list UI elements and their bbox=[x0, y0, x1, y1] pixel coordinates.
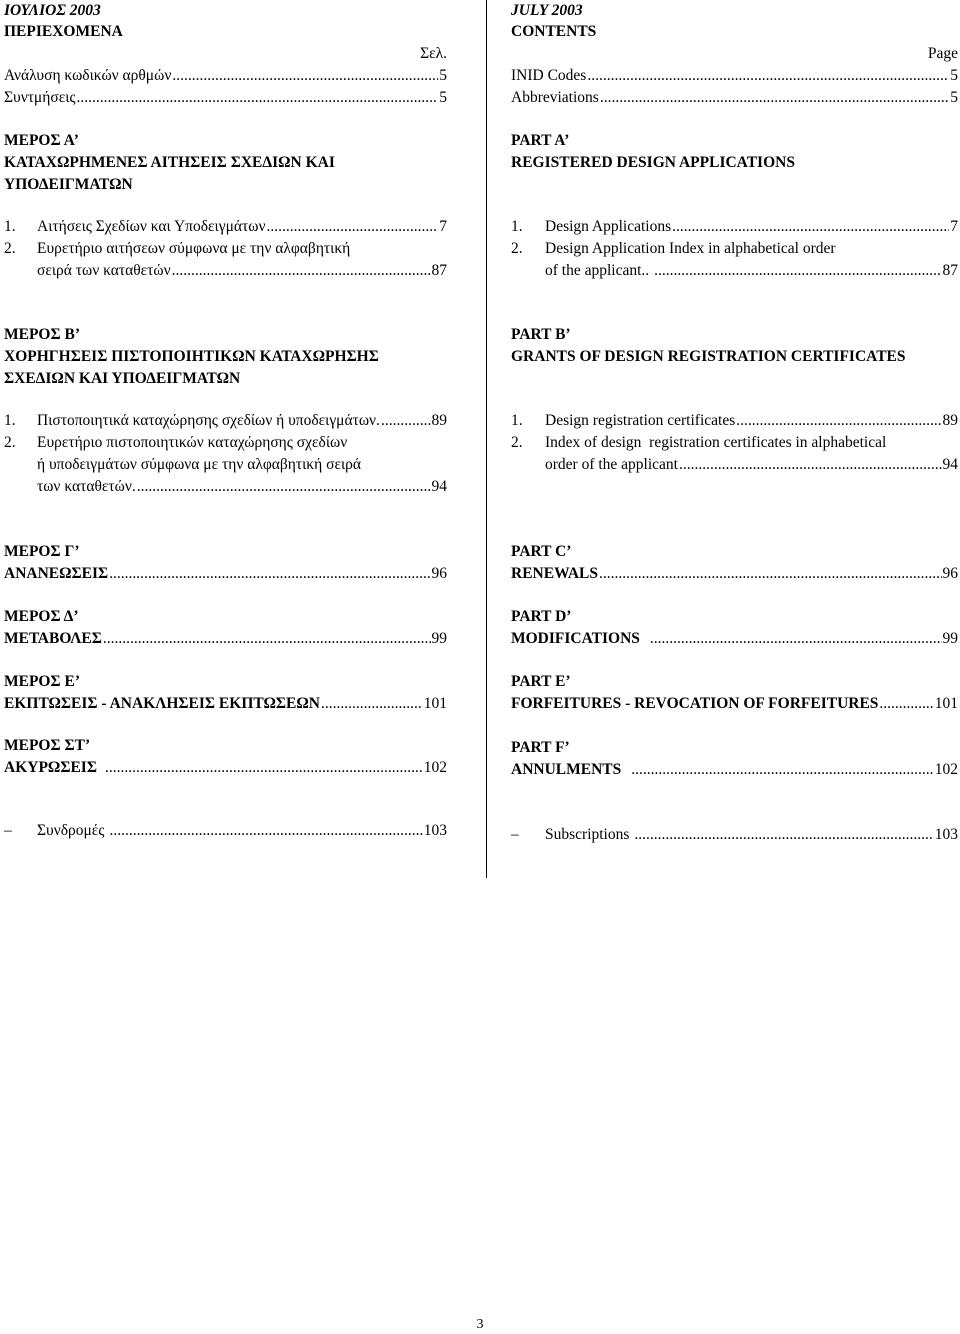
english-page-label: Page bbox=[927, 45, 958, 62]
greek-part-f-heading: ΜΕΡΟΣ ΣΤ’ bbox=[4, 737, 91, 754]
toc-page: 7 bbox=[439, 218, 447, 235]
greek-toc-part-b-item-1[interactable] bbox=[4, 410, 447, 432]
toc-label: ΕΚΠΤΩΣΕΙΣ - ΑΝΑΚΛΗΣΕΙΣ ΕΚΠΤΩΣΕΩΝ bbox=[4, 695, 320, 712]
greek-toc-part-a-item-1[interactable] bbox=[4, 216, 447, 238]
english-toc-part-b-item-1[interactable] bbox=[511, 410, 958, 432]
english-part-e-heading: PART E’ bbox=[511, 673, 571, 690]
toc-label: ANNULMENTS bbox=[511, 761, 622, 778]
greek-subscriptions-dash: – bbox=[4, 822, 12, 839]
greek-part-a-title-2: ΥΠΟΔΕΙΓΜΑΤΩΝ bbox=[4, 176, 133, 193]
english-part-a-heading: PART A’ bbox=[511, 132, 570, 149]
english-toc-part-f[interactable] bbox=[511, 759, 958, 781]
toc-label: INID Codes bbox=[511, 67, 587, 84]
english-part-d-heading: PART D’ bbox=[511, 608, 572, 625]
toc-num: 1. bbox=[511, 218, 523, 235]
greek-toc-abbreviations[interactable] bbox=[4, 87, 447, 109]
greek-part-a-heading: ΜΕΡΟΣ Α’ bbox=[4, 132, 79, 149]
toc-label: ΑΝΑΝΕΩΣΕΙΣ bbox=[4, 565, 109, 582]
toc-page: 99 bbox=[431, 630, 447, 647]
greek-toc-subscriptions[interactable] bbox=[37, 820, 447, 842]
english-toc-part-a-item-2-line-1[interactable] bbox=[511, 238, 958, 260]
toc-page: 7 bbox=[950, 218, 958, 235]
toc-label: Ευρετήριο αιτήσεων σύμφωνα με την αλφαβητική bbox=[37, 240, 351, 257]
toc-label: Abbreviations bbox=[511, 89, 599, 106]
greek-part-d-heading: ΜΕΡΟΣ Δ’ bbox=[4, 608, 79, 625]
toc-label: of the applicant.. bbox=[545, 262, 650, 279]
toc-label: Design Applications bbox=[545, 218, 672, 235]
toc-num: 1. bbox=[4, 412, 16, 429]
toc-page: 94 bbox=[942, 456, 958, 473]
greek-part-b-title-1: ΧΟΡΗΓΗΣΕΙΣ ΠΙΣΤΟΠΟΙΗΤΙΚΩΝ ΚΑΤΑΧΩΡΗΣΗΣ bbox=[4, 348, 379, 365]
toc-page: 5 bbox=[950, 67, 958, 84]
english-toc-part-e[interactable] bbox=[511, 693, 958, 715]
toc-label: Συνδρομές bbox=[37, 822, 105, 839]
english-toc-subscriptions[interactable] bbox=[545, 824, 958, 846]
toc-num: 2. bbox=[511, 240, 523, 257]
toc-page: 102 bbox=[934, 761, 958, 778]
english-part-c-heading: PART C’ bbox=[511, 543, 572, 560]
greek-toc-part-f[interactable] bbox=[4, 757, 447, 779]
toc-label: σειρά των καταθετών bbox=[37, 262, 171, 279]
greek-toc-part-b-item-2-line-1[interactable] bbox=[4, 432, 447, 454]
column-divider bbox=[486, 0, 487, 878]
greek-toc-part-a-item-2-line-1[interactable] bbox=[4, 238, 447, 260]
toc-label: ΜΕΤΑΒΟΛΕΣ bbox=[4, 630, 102, 647]
toc-page: 5 bbox=[439, 89, 447, 106]
toc-page: 87 bbox=[942, 262, 958, 279]
greek-month: ΙΟΥΛΙΟΣ 2003 bbox=[4, 2, 101, 19]
toc-page: 102 bbox=[423, 759, 447, 776]
greek-toc-part-c[interactable] bbox=[4, 563, 447, 585]
toc-num: 2. bbox=[511, 434, 523, 451]
toc-num: 1. bbox=[511, 412, 523, 429]
greek-part-b-heading: ΜΕΡΟΣ Β’ bbox=[4, 326, 81, 343]
toc-num: 1. bbox=[4, 218, 16, 235]
greek-contents-title: ΠΕΡΙΕΧΟΜΕΝΑ bbox=[4, 23, 123, 40]
greek-toc-part-b-item-2-line-3[interactable] bbox=[37, 476, 447, 498]
toc-label: Αιτήσεις Σχεδίων και Υποδειγμάτων bbox=[37, 218, 266, 235]
english-toc-inid-codes[interactable] bbox=[511, 65, 958, 87]
english-toc-part-b-item-2-line-1[interactable] bbox=[511, 432, 958, 454]
english-toc-part-a-item-2-line-2[interactable] bbox=[545, 260, 958, 282]
toc-label: Index of design registration certificates in alphabetical bbox=[545, 434, 887, 451]
toc-label: Πιστοποιητικά καταχώρησης σχεδίων ή υποδειγμάτων. bbox=[37, 412, 380, 429]
toc-page: 89 bbox=[431, 412, 447, 429]
toc-page: 99 bbox=[942, 630, 958, 647]
english-toc-part-a-item-1[interactable] bbox=[511, 216, 958, 238]
greek-toc-part-b-item-2-line-2[interactable] bbox=[37, 454, 447, 476]
toc-page: 96 bbox=[942, 565, 958, 582]
toc-label: ή υποδειγμάτων σύμφωνα με την αλφαβητική σειρά bbox=[37, 456, 361, 473]
toc-label: order of the applicant bbox=[545, 456, 678, 473]
english-month: JULY 2003 bbox=[511, 2, 583, 19]
toc-label: MODIFICATIONS bbox=[511, 630, 640, 647]
toc-label: Ανάλυση κωδικών αρθμών bbox=[4, 67, 172, 84]
greek-part-b-title-2: ΣΧΕΔΙΩΝ ΚΑΙ ΥΠΟΔΕΙΓΜΑΤΩΝ bbox=[4, 370, 241, 387]
toc-page: 94 bbox=[431, 478, 447, 495]
english-part-b-heading: PART B’ bbox=[511, 326, 571, 343]
page-number: 3 bbox=[476, 1317, 484, 1332]
toc-label: Design Application Index in alphabetical order bbox=[545, 240, 836, 257]
toc-page: 96 bbox=[431, 565, 447, 582]
toc-page: 89 bbox=[942, 412, 958, 429]
greek-part-e-heading: ΜΕΡΟΣ Ε’ bbox=[4, 673, 81, 690]
toc-page: 5 bbox=[950, 89, 958, 106]
english-toc-part-c[interactable] bbox=[511, 563, 958, 585]
toc-label: FORFEITURES - REVOCATION OF FORFEITURES bbox=[511, 695, 879, 712]
english-subscriptions-dash: – bbox=[511, 826, 519, 843]
toc-page: 87 bbox=[431, 262, 447, 279]
greek-page-label: Σελ. bbox=[420, 45, 447, 62]
toc-label: RENEWALS bbox=[511, 565, 598, 582]
toc-label: Συντμήσεις bbox=[4, 89, 76, 106]
toc-page: 103 bbox=[934, 826, 958, 843]
english-part-a-title: REGISTERED DESIGN APPLICATIONS bbox=[511, 154, 795, 171]
toc-page: 103 bbox=[423, 822, 447, 839]
toc-page: 5 bbox=[439, 67, 447, 84]
greek-part-a-title-1: ΚΑΤΑΧΩΡΗΜΕΝΕΣ ΑΙΤΗΣΕΙΣ ΣΧΕΔΙΩΝ ΚΑΙ bbox=[4, 154, 335, 171]
toc-label: Ευρετήριο πιστοποιητικών καταχώρησης σχεδίων bbox=[37, 434, 348, 451]
greek-toc-part-e[interactable] bbox=[4, 693, 447, 715]
greek-toc-inid-codes[interactable] bbox=[4, 65, 447, 87]
toc-label: Design registration certificates bbox=[545, 412, 736, 429]
english-toc-part-b-item-2-line-2[interactable] bbox=[545, 454, 958, 476]
english-part-f-heading: PART F’ bbox=[511, 739, 570, 756]
english-part-b-title: GRANTS OF DESIGN REGISTRATION CERTIFICATES bbox=[511, 348, 906, 365]
toc-num: 2. bbox=[4, 434, 16, 451]
toc-page: 101 bbox=[934, 695, 958, 712]
english-toc-part-d[interactable] bbox=[511, 628, 958, 650]
greek-part-c-heading: ΜΕΡΟΣ Γ’ bbox=[4, 543, 80, 560]
toc-num: 2. bbox=[4, 240, 16, 257]
english-contents-title: CONTENTS bbox=[511, 23, 597, 40]
english-toc-abbreviations[interactable] bbox=[511, 87, 958, 109]
toc-label: των καταθετών. bbox=[37, 478, 136, 495]
greek-toc-part-a-item-2-line-2[interactable] bbox=[37, 260, 447, 282]
greek-toc-part-d[interactable] bbox=[4, 628, 447, 650]
toc-page: 101 bbox=[423, 695, 447, 712]
toc-label: Subscriptions bbox=[545, 826, 630, 843]
toc-label: ΑΚΥΡΩΣΕΙΣ bbox=[4, 759, 97, 776]
